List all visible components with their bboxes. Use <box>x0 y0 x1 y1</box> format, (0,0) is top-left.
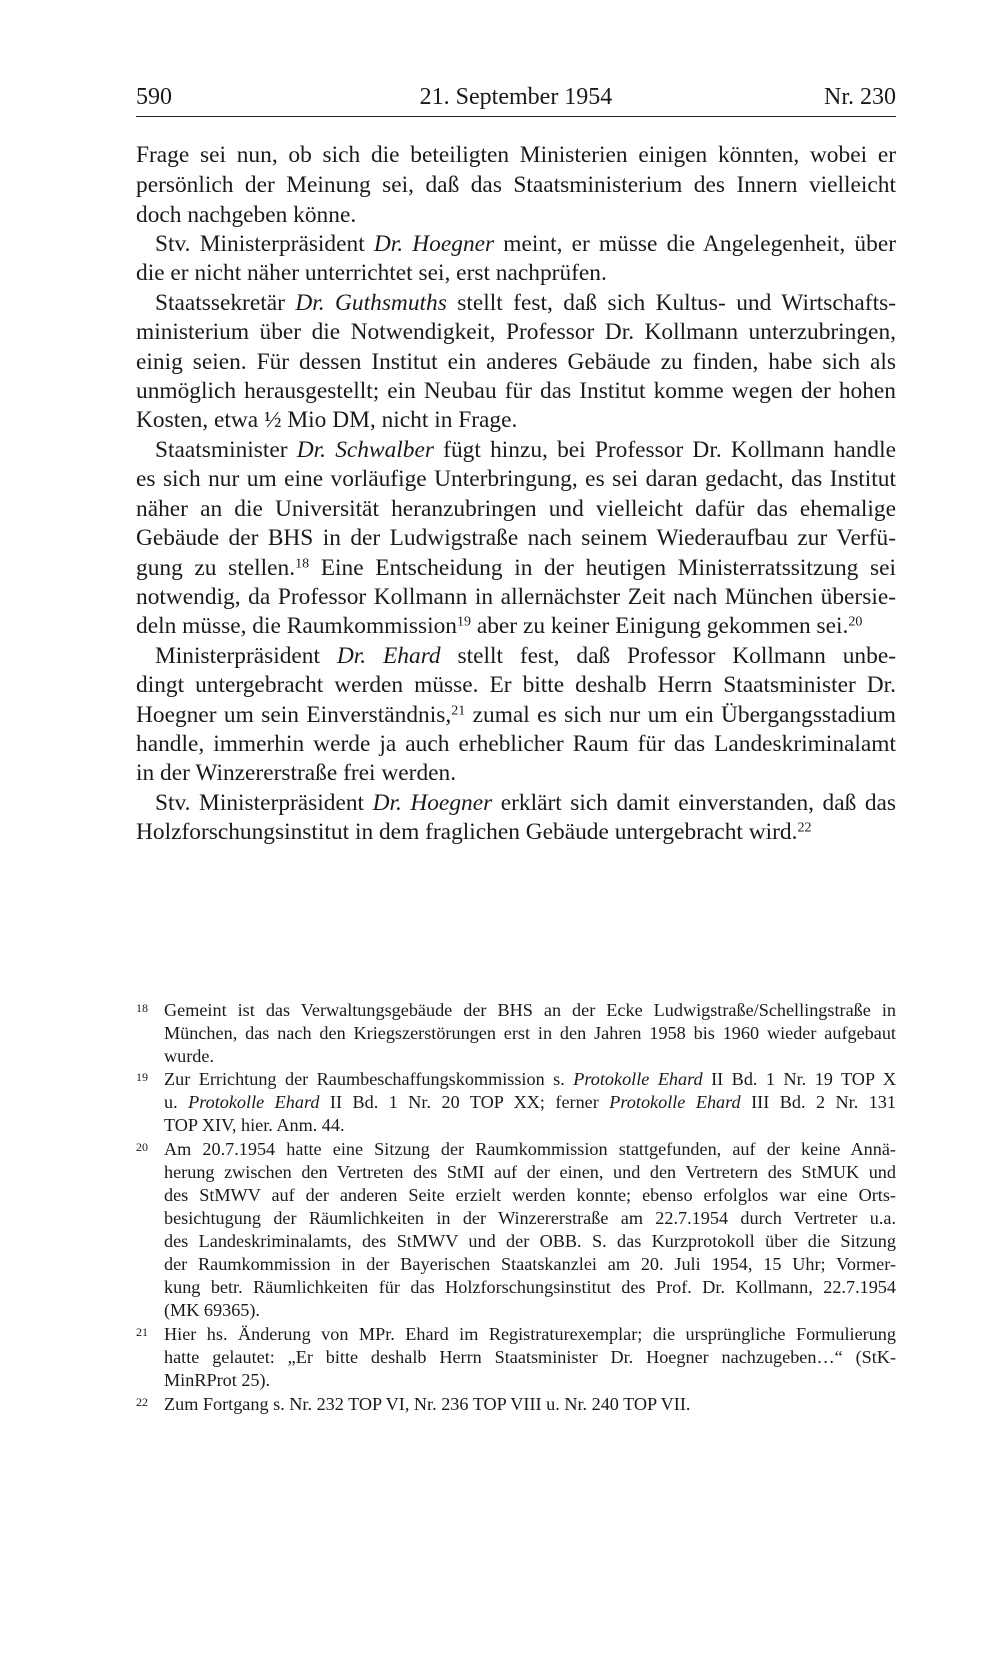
speaker-title: Stv. Ministerpräsident <box>155 231 374 257</box>
footnote-text: III Bd. 2 Nr. 131 <box>740 1092 896 1112</box>
body-text-line: ministerium über die Notwendigkeit, Professor Dr. Kollmann unterzubringen, <box>136 319 896 345</box>
speaker-name: Dr. Ehard <box>336 643 441 669</box>
speaker-name: Dr. Hoegner <box>373 231 495 257</box>
footnote-line: MinRProt 25). <box>164 1370 271 1390</box>
body-text-line <box>136 228 896 260</box>
footnote-ref-20[interactable]: 20 <box>848 613 863 630</box>
footnote-ref-22[interactable]: 22 <box>797 819 812 836</box>
footnote-text: u. <box>164 1092 189 1112</box>
footnote-line: Zum Fortgang s. Nr. 232 TOP VI, Nr. 236 TOP VIII u. Nr. 240 TOP VII. <box>164 1394 691 1414</box>
header-rule <box>136 116 896 117</box>
body-text-line: die er nicht näher unterrichtet sei, erst nachprüfen. <box>136 260 607 286</box>
speaker-title: Staatssekretär <box>155 290 296 316</box>
speaker-name: Dr. Schwalber <box>296 437 434 463</box>
footnote-line: kung betr. Räumlichkeiten für das Holzforschungsinstitut des Prof. Dr. Kollmann, 22.7.1954 <box>164 1277 896 1297</box>
body-text-line: einig seien. Für dessen Institut ein anderes Gebäude zu finden, habe sich als <box>136 349 896 375</box>
body-text: aber zu keiner Einigung gekommen sei. <box>471 613 849 639</box>
footnote-line: Am 20.7.1954 hatte eine Sitzung der Raumkommission stattgefunden, auf der keine Annä- <box>164 1139 896 1159</box>
footnote-line: hatte gelautet: „Er bitte deshalb Herrn Staatsminister Dr. Hoegner nachzugeben…“ (StK- <box>164 1347 896 1367</box>
body-text: erklärt sich damit einverstanden, daß das <box>492 790 896 816</box>
footnote-ref-19[interactable]: 19 <box>456 613 471 630</box>
speaker-title: Staatsminister <box>155 437 297 463</box>
speaker-title: Stv. Ministerpräsident <box>155 790 373 816</box>
footnote-text: II Bd. 1 Nr. 20 TOP XX; ferner <box>319 1092 610 1112</box>
footnote-line: des Landeskriminalamts, des StMWV und der OBB. S. das Kurzprotokoll über die Sitzung <box>164 1231 896 1251</box>
footnote-line: wurde. <box>164 1046 214 1066</box>
running-header <box>136 84 896 114</box>
body-text-line <box>136 552 896 584</box>
footnote-line <box>164 1067 896 1091</box>
footnote-number: 21 <box>136 1325 148 1339</box>
body-text: stellt fest, daß Professor Kollmann unbe- <box>440 643 896 669</box>
speaker-name: Dr. Guthsmuths <box>295 290 447 316</box>
speaker-title: Ministerpräsident <box>155 643 337 669</box>
body-text: Eine Entscheidung in der heutigen Ministerratssitzung sei <box>309 555 896 581</box>
body-text: stellt fest, daß sich Kultus- und Wirtschafts- <box>446 290 896 316</box>
body-text-line <box>136 640 896 672</box>
footnote-line <box>164 1090 896 1114</box>
citation-title: Protokolle Ehard <box>573 1069 703 1089</box>
body-text-line <box>136 787 896 819</box>
citation-title: Protokolle Ehard <box>188 1092 320 1112</box>
body-text: gung zu stellen. <box>136 555 296 581</box>
body-text-line: handle, immerhin werde ja auch erheblicher Raum für das Landeskriminalamt <box>136 731 896 757</box>
footnote-line: besichtugung der Räumlichkeiten in der Winzererstraße am 22.7.1954 durch Vertreter u.a. <box>164 1208 896 1228</box>
body-text-line: persönlich der Meinung sei, daß das Staatsministerium des Innern vielleicht <box>136 172 896 198</box>
body-text-line <box>136 610 896 642</box>
body-text: Holzforschungsinstitut in dem fraglichen Gebäude untergebracht wird. <box>136 819 798 845</box>
body-text: Hoegner um sein Einverständnis, <box>136 702 452 728</box>
footnote-line: des StMWV auf der anderen Seite erzielt werden konnte; ebenso erfolglos war eine Orts- <box>164 1185 896 1205</box>
footnote-ref-18[interactable]: 18 <box>295 555 310 572</box>
footnote-number: 22 <box>136 1395 148 1409</box>
body-text-line <box>136 816 896 848</box>
footnote-line: (MK 69365). <box>164 1300 260 1320</box>
footnote-line: TOP XIV, hier. Anm. 44. <box>164 1115 345 1135</box>
document-number: Nr. 230 <box>824 84 896 110</box>
body-text-line: in der Winzererstraße frei werden. <box>136 760 457 786</box>
footnote-number: 19 <box>136 1070 148 1084</box>
body-text: fügt hinzu, bei Professor Dr. Kollmann handle <box>433 437 896 463</box>
body-text-line: unmöglich herausgestellt; ein Neubau für das Institut komme wegen der hohen <box>136 378 896 404</box>
footnote-line: Gemeint ist das Verwaltungsgebäude der BHS an der Ecke Ludwigstraße/Schellingstraße in <box>164 1000 896 1020</box>
body-text-line: es sich nur um eine vorläufige Unterbringung, es sei daran gedacht, das Institut <box>136 466 896 492</box>
body-text-line: notwendig, da Professor Kollmann in allernächster Zeit nach München übersie- <box>136 584 896 610</box>
header-date: 21. September 1954 <box>419 84 613 110</box>
body-text-line: näher an die Universität heranzubringen und vielleicht dafür das ehemalige <box>136 496 896 522</box>
footnote-line: der Raumkommission in der Bayerischen Staatskanzlei am 20. Juli 1954, 15 Uhr; Vormer- <box>164 1254 896 1274</box>
footnote-number: 18 <box>136 1001 148 1015</box>
body-text-line <box>136 699 896 731</box>
footnote-text: II Bd. 1 Nr. 19 TOP X <box>702 1069 896 1089</box>
speaker-name: Dr. Hoegner <box>372 790 493 816</box>
body-text-line: dingt untergebracht werden müsse. Er bitte deshalb Herrn Staatsminister Dr. <box>136 672 896 698</box>
body-text-line <box>136 434 896 466</box>
body-text-line: Kosten, etwa ½ Mio DM, nicht in Frage. <box>136 407 518 433</box>
footnote-number: 20 <box>136 1140 148 1154</box>
body-text: meint, er müsse die Angelegenheit, über <box>494 231 896 257</box>
footnote-ref-21[interactable]: 21 <box>451 702 466 719</box>
page-number: 590 <box>136 84 172 110</box>
body-text-line: Frage sei nun, ob sich die beteiligten Ministerien einigen könnten, wobei er <box>136 142 896 168</box>
body-text: zumal es sich nur um ein Übergangsstadium <box>465 702 896 728</box>
footnote-text: Zur Errichtung der Raumbeschaffungskommission s. <box>164 1069 574 1089</box>
footnote-line: Hier hs. Änderung von MPr. Ehard im Registraturexemplar; die ursprüngliche Formulierung <box>164 1324 896 1344</box>
footnote-line: München, das nach den Kriegszerstörungen erst in den Jahren 1958 bis 1960 wieder aufgebaut <box>164 1023 896 1043</box>
body-text-line: Gebäude der BHS in der Ludwigstraße nach seinem Wiederaufbau zur Verfü- <box>136 525 896 551</box>
body-text-line: doch nachgeben könne. <box>136 202 357 228</box>
body-text-line <box>136 287 896 319</box>
body-text: deln müsse, die Raumkommission <box>136 613 457 639</box>
footnote-line: herung zwischen den Vertreten des StMI auf der einen, und den Vertretern des StMUK und <box>164 1162 896 1182</box>
citation-title: Protokolle Ehard <box>609 1092 741 1112</box>
